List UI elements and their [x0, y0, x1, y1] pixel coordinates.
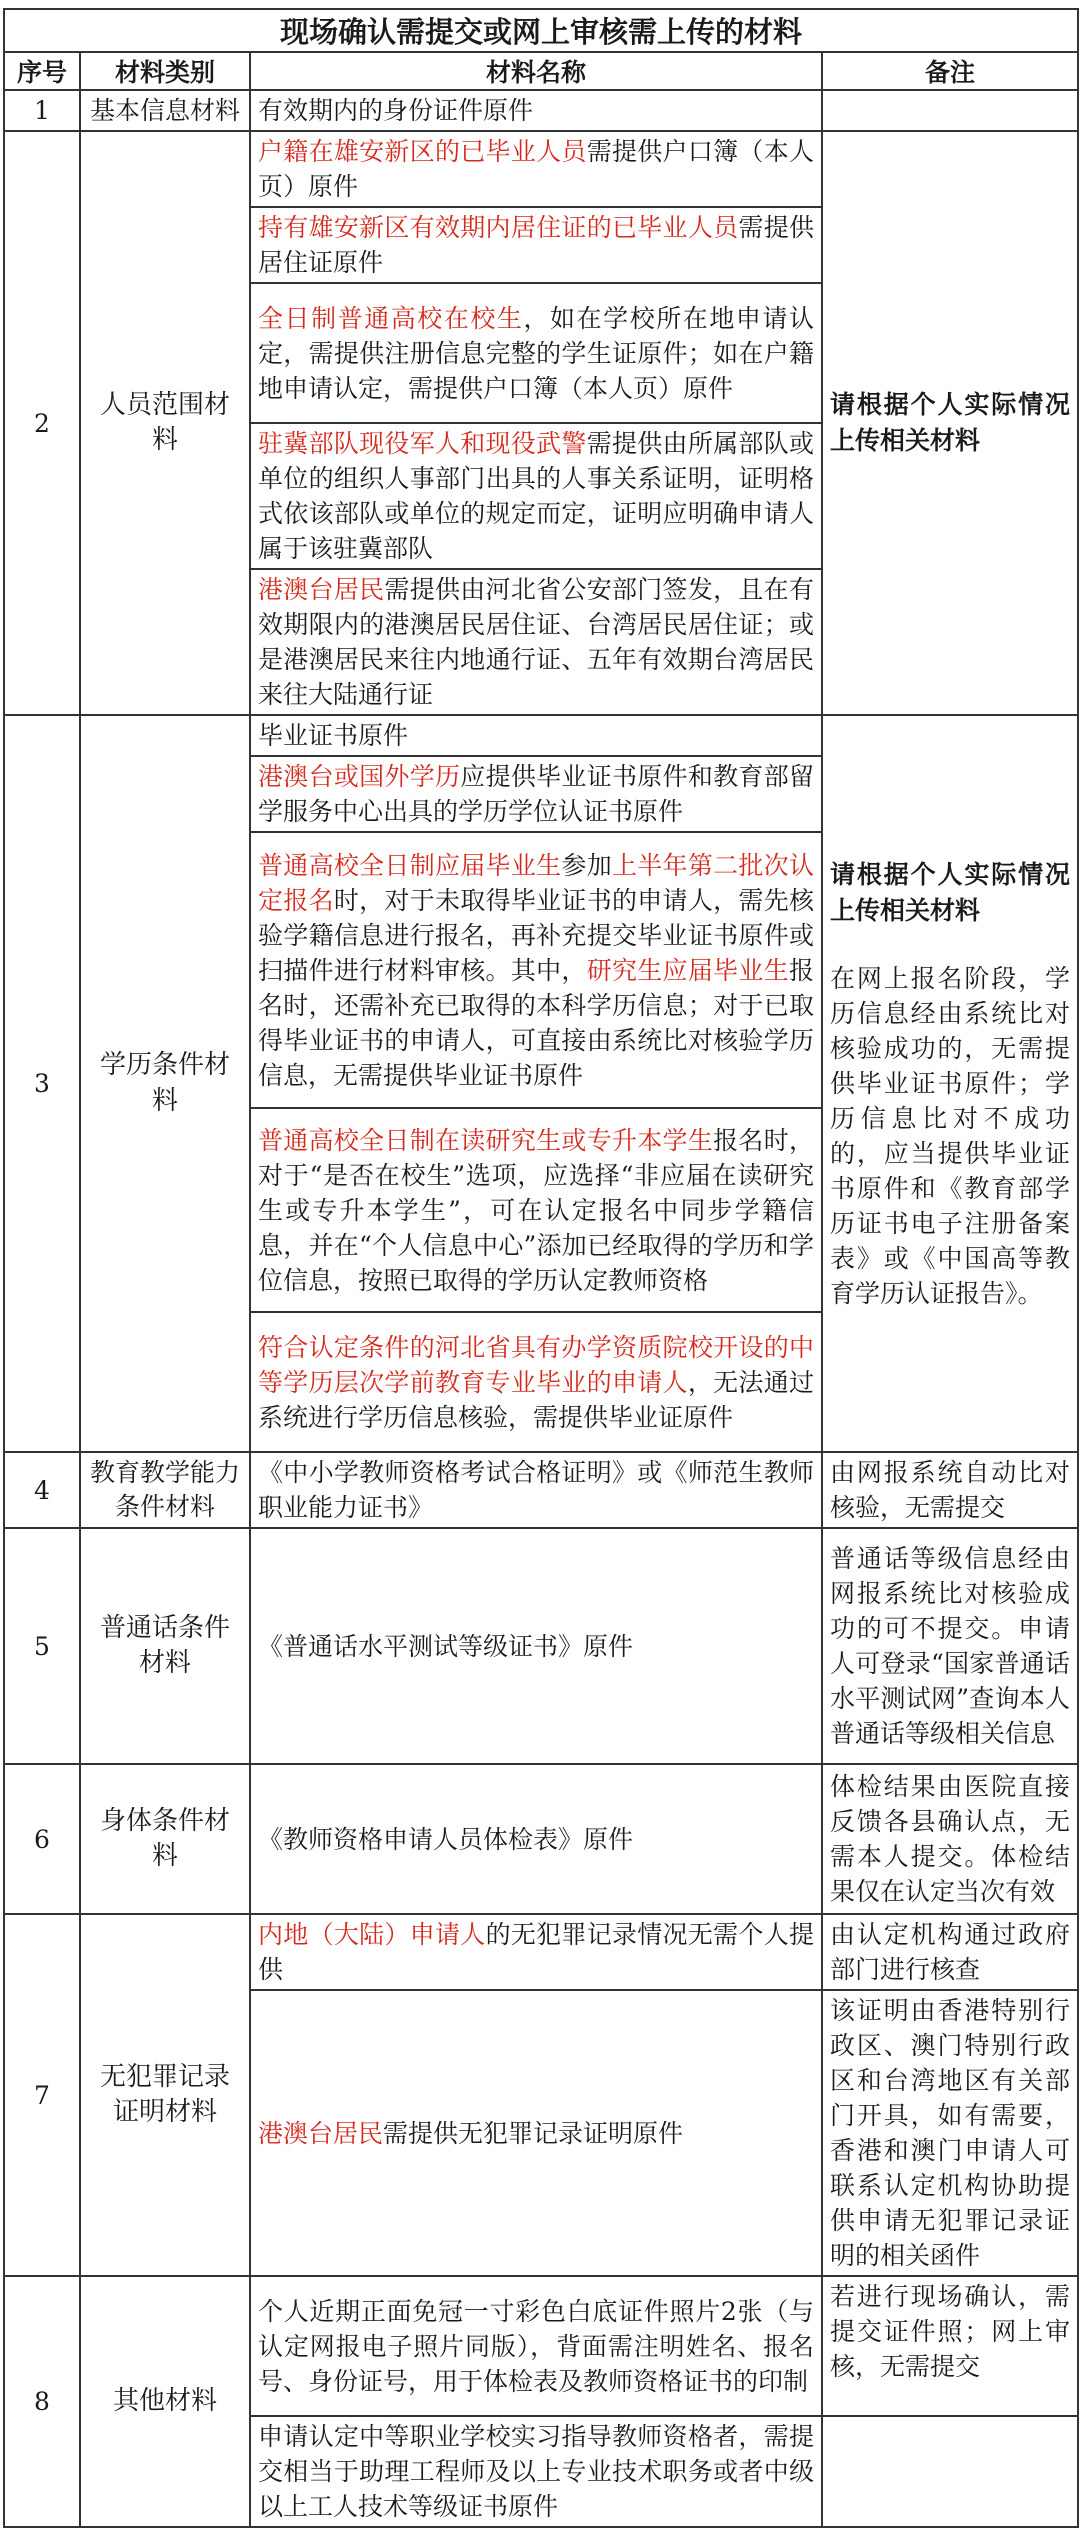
- material-item: 驻冀部队现役军人和现役武警需提供由所属部队或单位的组织人事部门出具的人事关系证明，证明格式依该部队或单位的规定而定，证明应明确申请人属于该驻冀部队: [250, 423, 822, 569]
- row-note: 若进行现场确认，需提交证件照；网上审核，无需提交: [822, 2276, 1078, 2416]
- row-note: 体检结果由医院直接反馈各县确认点，无需本人提交。体检结果仅在认定当次有效: [822, 1764, 1078, 1914]
- table-title: 现场确认需提交或网上审核需上传的材料: [4, 9, 1078, 52]
- table-row: [4, 1528, 1078, 1764]
- material-item: 符合认定条件的河北省具有办学资质院校开设的中等学历层次学前教育专业毕业的申请人，无法通过系统进行学历信息核验，需提供毕业证原件: [250, 1312, 822, 1452]
- row-seq: 7: [4, 1914, 80, 2276]
- row-note: 由网报系统自动比对核验，无需提交: [822, 1452, 1078, 1528]
- material-item: 普通高校全日制在读研究生或专升本学生报名时，对于“是否在校生”选项，应选择“非应届在读研究生或专升本学生”，可在认定报名中同步学籍信息，并在“个人信息中心”添加已经取得的学历和学位信息，按照已取得的学历认定教师资格: [250, 1108, 822, 1312]
- row-category: 身体条件材料: [80, 1764, 250, 1914]
- row-seq: 4: [4, 1452, 80, 1528]
- row-note: 由认定机构通过政府部门进行核查: [822, 1914, 1078, 1990]
- row-category: 教育教学能力条件材料: [80, 1452, 250, 1528]
- header-category: 材料类别: [80, 52, 250, 90]
- row-category: 其他材料: [80, 2276, 250, 2527]
- material-item: 《教师资格申请人员体检表》原件: [250, 1764, 822, 1914]
- table-row: [4, 1764, 1078, 1914]
- row-note: 该证明由香港特别行政区、澳门特别行政区和台湾地区有关部门开具，如有需要，香港和澳门申请人可联系认定机构协助提供申请无犯罪记录证明的相关函件: [822, 1990, 1078, 2276]
- row-seq: 6: [4, 1764, 80, 1914]
- material-item: 《普通话水平测试等级证书》原件: [250, 1528, 822, 1764]
- row-seq: 5: [4, 1528, 80, 1764]
- row-note: 请根据个人实际情况上传相关材料: [822, 131, 1078, 715]
- table-row: [4, 715, 1078, 756]
- material-item: 港澳台或国外学历应提供毕业证书原件和教育部留学服务中心出具的学历学位认证书原件: [250, 756, 822, 832]
- row-note-detail: 在网上报名阶段，学历信息经由系统比对核验成功的，无需提供毕业证书原件；学历信息比对不成功的，应当提供毕业证书原件和《教育部学历证书电子注册备案表》或《中国高等教育学历认证报告》。: [830, 963, 1071, 1308]
- material-item: 普通高校全日制应届毕业生参加上半年第二批次认定报名时，对于未取得毕业证书的申请人，需先核验学籍信息进行报名，再补充提交毕业证书原件或扫描件进行材料审核。其中，研究生应届毕业生报名时，还需补充已取得的本科学历信息；对于已取得毕业证书的申请人，可直接由系统比对核验学历信息，无需提供毕业证书原件: [250, 832, 822, 1108]
- table-row: [4, 2276, 1078, 2416]
- header-name: 材料名称: [250, 52, 822, 90]
- row-seq: 2: [4, 131, 80, 715]
- material-item: 个人近期正面免冠一寸彩色白底证件照片2张（与认定网报电子照片同版），背面需注明姓名、报名号、身份证号，用于体检表及教师资格证书的印制: [250, 2276, 822, 2416]
- material-item: 全日制普通高校在校生，如在学校所在地申请认定，需提供注册信息完整的学生证原件；如在户籍地申请认定，需提供户口簿（本人页）原件: [250, 283, 822, 423]
- material-item: 持有雄安新区有效期内居住证的已毕业人员需提供居住证原件: [250, 207, 822, 283]
- material-item: 内地（大陆）申请人的无犯罪记录情况无需个人提供: [250, 1914, 822, 1990]
- materials-table: [3, 8, 1079, 2528]
- material-item: 港澳台居民需提供无犯罪记录证明原件: [250, 1990, 822, 2276]
- header-note: 备注: [822, 52, 1078, 90]
- row-note: 普通话等级信息经由网报系统比对核验成功的可不提交。申请人可登录“国家普通话水平测试网”查询本人普通话等级相关信息: [822, 1528, 1078, 1764]
- table-row: [4, 90, 1078, 131]
- row-category: 无犯罪记录证明材料: [80, 1914, 250, 2276]
- row-note: [822, 715, 1078, 1452]
- table-row: [4, 131, 1078, 207]
- material-item: 户籍在雄安新区的已毕业人员需提供户口簿（本人页）原件: [250, 131, 822, 207]
- table-row: [4, 1914, 1078, 1990]
- row-seq: 1: [4, 90, 80, 131]
- material-item: 有效期内的身份证件原件: [250, 90, 822, 131]
- row-note: [822, 2416, 1078, 2527]
- row-category: 学历条件材料: [80, 715, 250, 1452]
- material-item: 《中小学教师资格考试合格证明》或《师范生教师职业能力证书》: [250, 1452, 822, 1528]
- row-note: [822, 90, 1078, 131]
- header-seq: 序号: [4, 52, 80, 90]
- row-seq: 8: [4, 2276, 80, 2527]
- row-note-emphasis: 请根据个人实际情况上传相关材料: [830, 859, 1071, 925]
- header-row: [4, 52, 1078, 90]
- row-category: 人员范围材料: [80, 131, 250, 715]
- row-seq: 3: [4, 715, 80, 1452]
- row-category: 普通话条件材料: [80, 1528, 250, 1764]
- material-item: 港澳台居民需提供由河北省公安部门签发，且在有效期限内的港澳居民居住证、台湾居民居住证；或是港澳居民来往内地通行证、五年有效期台湾居民来往大陆通行证: [250, 569, 822, 715]
- material-item: 毕业证书原件: [250, 715, 822, 756]
- table-row: [4, 1452, 1078, 1528]
- material-item: 申请认定中等职业学校实习指导教师资格者，需提交相当于助理工程师及以上专业技术职务或者中级以上工人技术等级证书原件: [250, 2416, 822, 2527]
- row-category: 基本信息材料: [80, 90, 250, 131]
